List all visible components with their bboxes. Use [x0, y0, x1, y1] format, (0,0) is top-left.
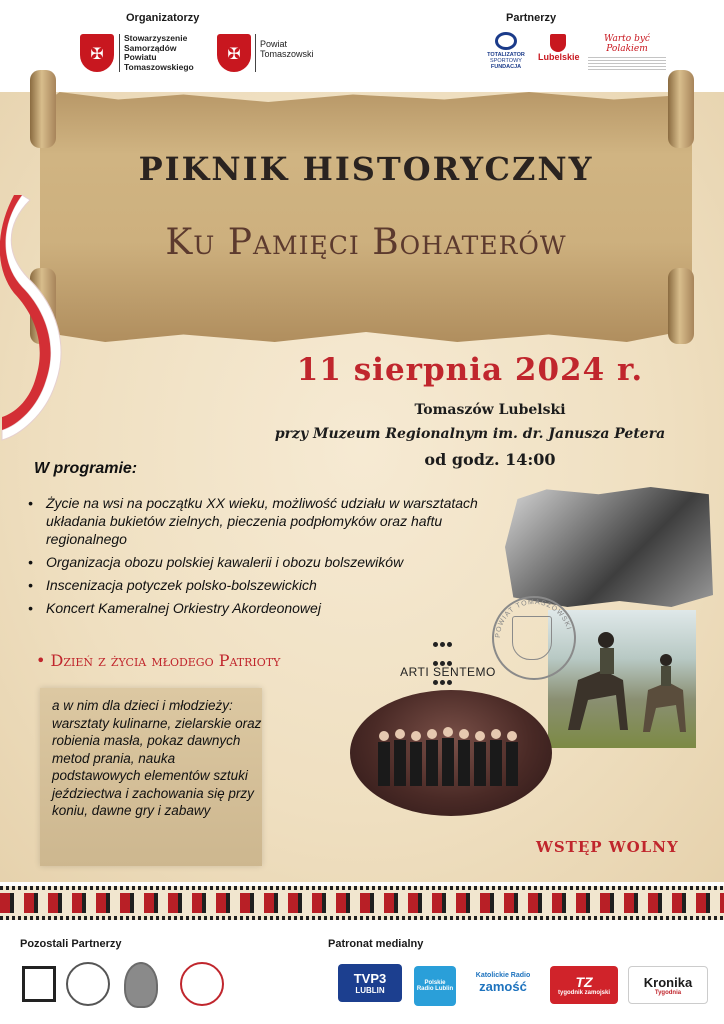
association-name: Stowarzyszenie Samorządów Powiatu Tomaszowskiego [124, 33, 194, 72]
free-entry-label: WSTĘP WOLNY [536, 838, 679, 856]
partner-logo-2-icon [66, 962, 110, 1006]
header [0, 0, 724, 92]
media-title: Patronat medialny [328, 938, 424, 950]
footer [0, 920, 724, 1024]
kronika-logo: Kronika Tygodnia [628, 966, 708, 1004]
association-crest-icon: ✠ [80, 34, 114, 72]
scroll-banner [40, 92, 692, 342]
list-item: • Inscenizacja potyczek polsko-bolszewickich [26, 576, 496, 594]
folk-pattern-border [0, 886, 724, 920]
katolickie-radio-logo: Katolickie Radio zamość [468, 964, 538, 1002]
event-subtitle: Ku Pamięci Bohaterów [165, 222, 567, 263]
event-time: od godz. 14:00 [424, 450, 556, 469]
stamp-text-ring [492, 596, 576, 680]
partner-logo-1-icon [22, 966, 56, 1002]
lubelskie-crest-icon [550, 34, 566, 52]
patriot-day-heading: • Dzień z życia młodego Patrioty [36, 651, 281, 670]
svg-text:POWIAT TOMASZOWSKI: POWIAT TOMASZOWSKI [494, 598, 573, 639]
accordion-orchestra-photo [350, 690, 552, 816]
list-item: • Koncert Kameralnej Orkiestry Akordeonowej [26, 599, 496, 617]
tvp3-logo: TVP3 LUBLIN [338, 964, 402, 1002]
event-title: PIKNIK HISTORYCZNY [138, 150, 594, 188]
county-crest-icon: ✠ [217, 34, 251, 72]
organizers-title: Organizatorzy [126, 12, 200, 24]
warto-logo: Warto być Polakiem [588, 34, 666, 71]
totalizator-logo: TOTALIZATOR SPORTOWY FUNDACJA [486, 32, 526, 70]
event-venue: przy Muzeum Regionalnym im. dr. Janusza Petera [274, 426, 666, 442]
scroll-roll-bottom-right [668, 268, 694, 344]
tygodnik-zamojski-logo: TZ tygodnik zamojski [550, 966, 618, 1004]
list-item: • Życie na wsi na początku XX wieku, możliwość udziału w warsztatach układania bukietów zielnych, pieczenia podpłomyków oraz haftu regionalnego [26, 494, 496, 548]
lubelskie-logo: Lubelskie [538, 34, 578, 62]
partners-title: Partnerzy [506, 12, 557, 24]
divider [119, 34, 120, 72]
event-city: Tomaszów Lubelski [414, 402, 566, 418]
partner-logo-3-icon [124, 962, 158, 1008]
program-heading: W programie: [34, 460, 138, 477]
village-life-photo [505, 487, 713, 607]
divider [255, 34, 256, 72]
arti-sentemo-name: ARTI SENTEMO [400, 665, 496, 679]
program-list [26, 494, 496, 622]
scroll-roll-top-right [668, 70, 694, 148]
county-name: Powiat Tomaszowski [260, 39, 314, 59]
kids-activities-text: a w nim dla dzieci i młodzieży: warsztaty kulinarne, zielarskie oraz robienia masła, pokaz dawnych metod prania, nauka podstawowych elementów sztuki jeździectwa i zachowania się przy koniu, dawne gry i zabawy [52, 698, 262, 818]
scroll-roll-top-left [30, 70, 56, 148]
arti-sentemo-logo-icon [432, 633, 458, 690]
polskie-radio-logo: Polskie Radio Lublin [414, 966, 456, 1006]
partner-logo-4-icon [180, 962, 224, 1006]
list-item: • Organizacja obozu polskiej kawalerii i obozu bolszewików [26, 553, 496, 571]
orchestra-members-icon [350, 690, 552, 816]
event-date: 11 sierpnia 2024 r. [296, 352, 644, 388]
other-partners-title: Pozostali Partnerzy [20, 938, 122, 950]
